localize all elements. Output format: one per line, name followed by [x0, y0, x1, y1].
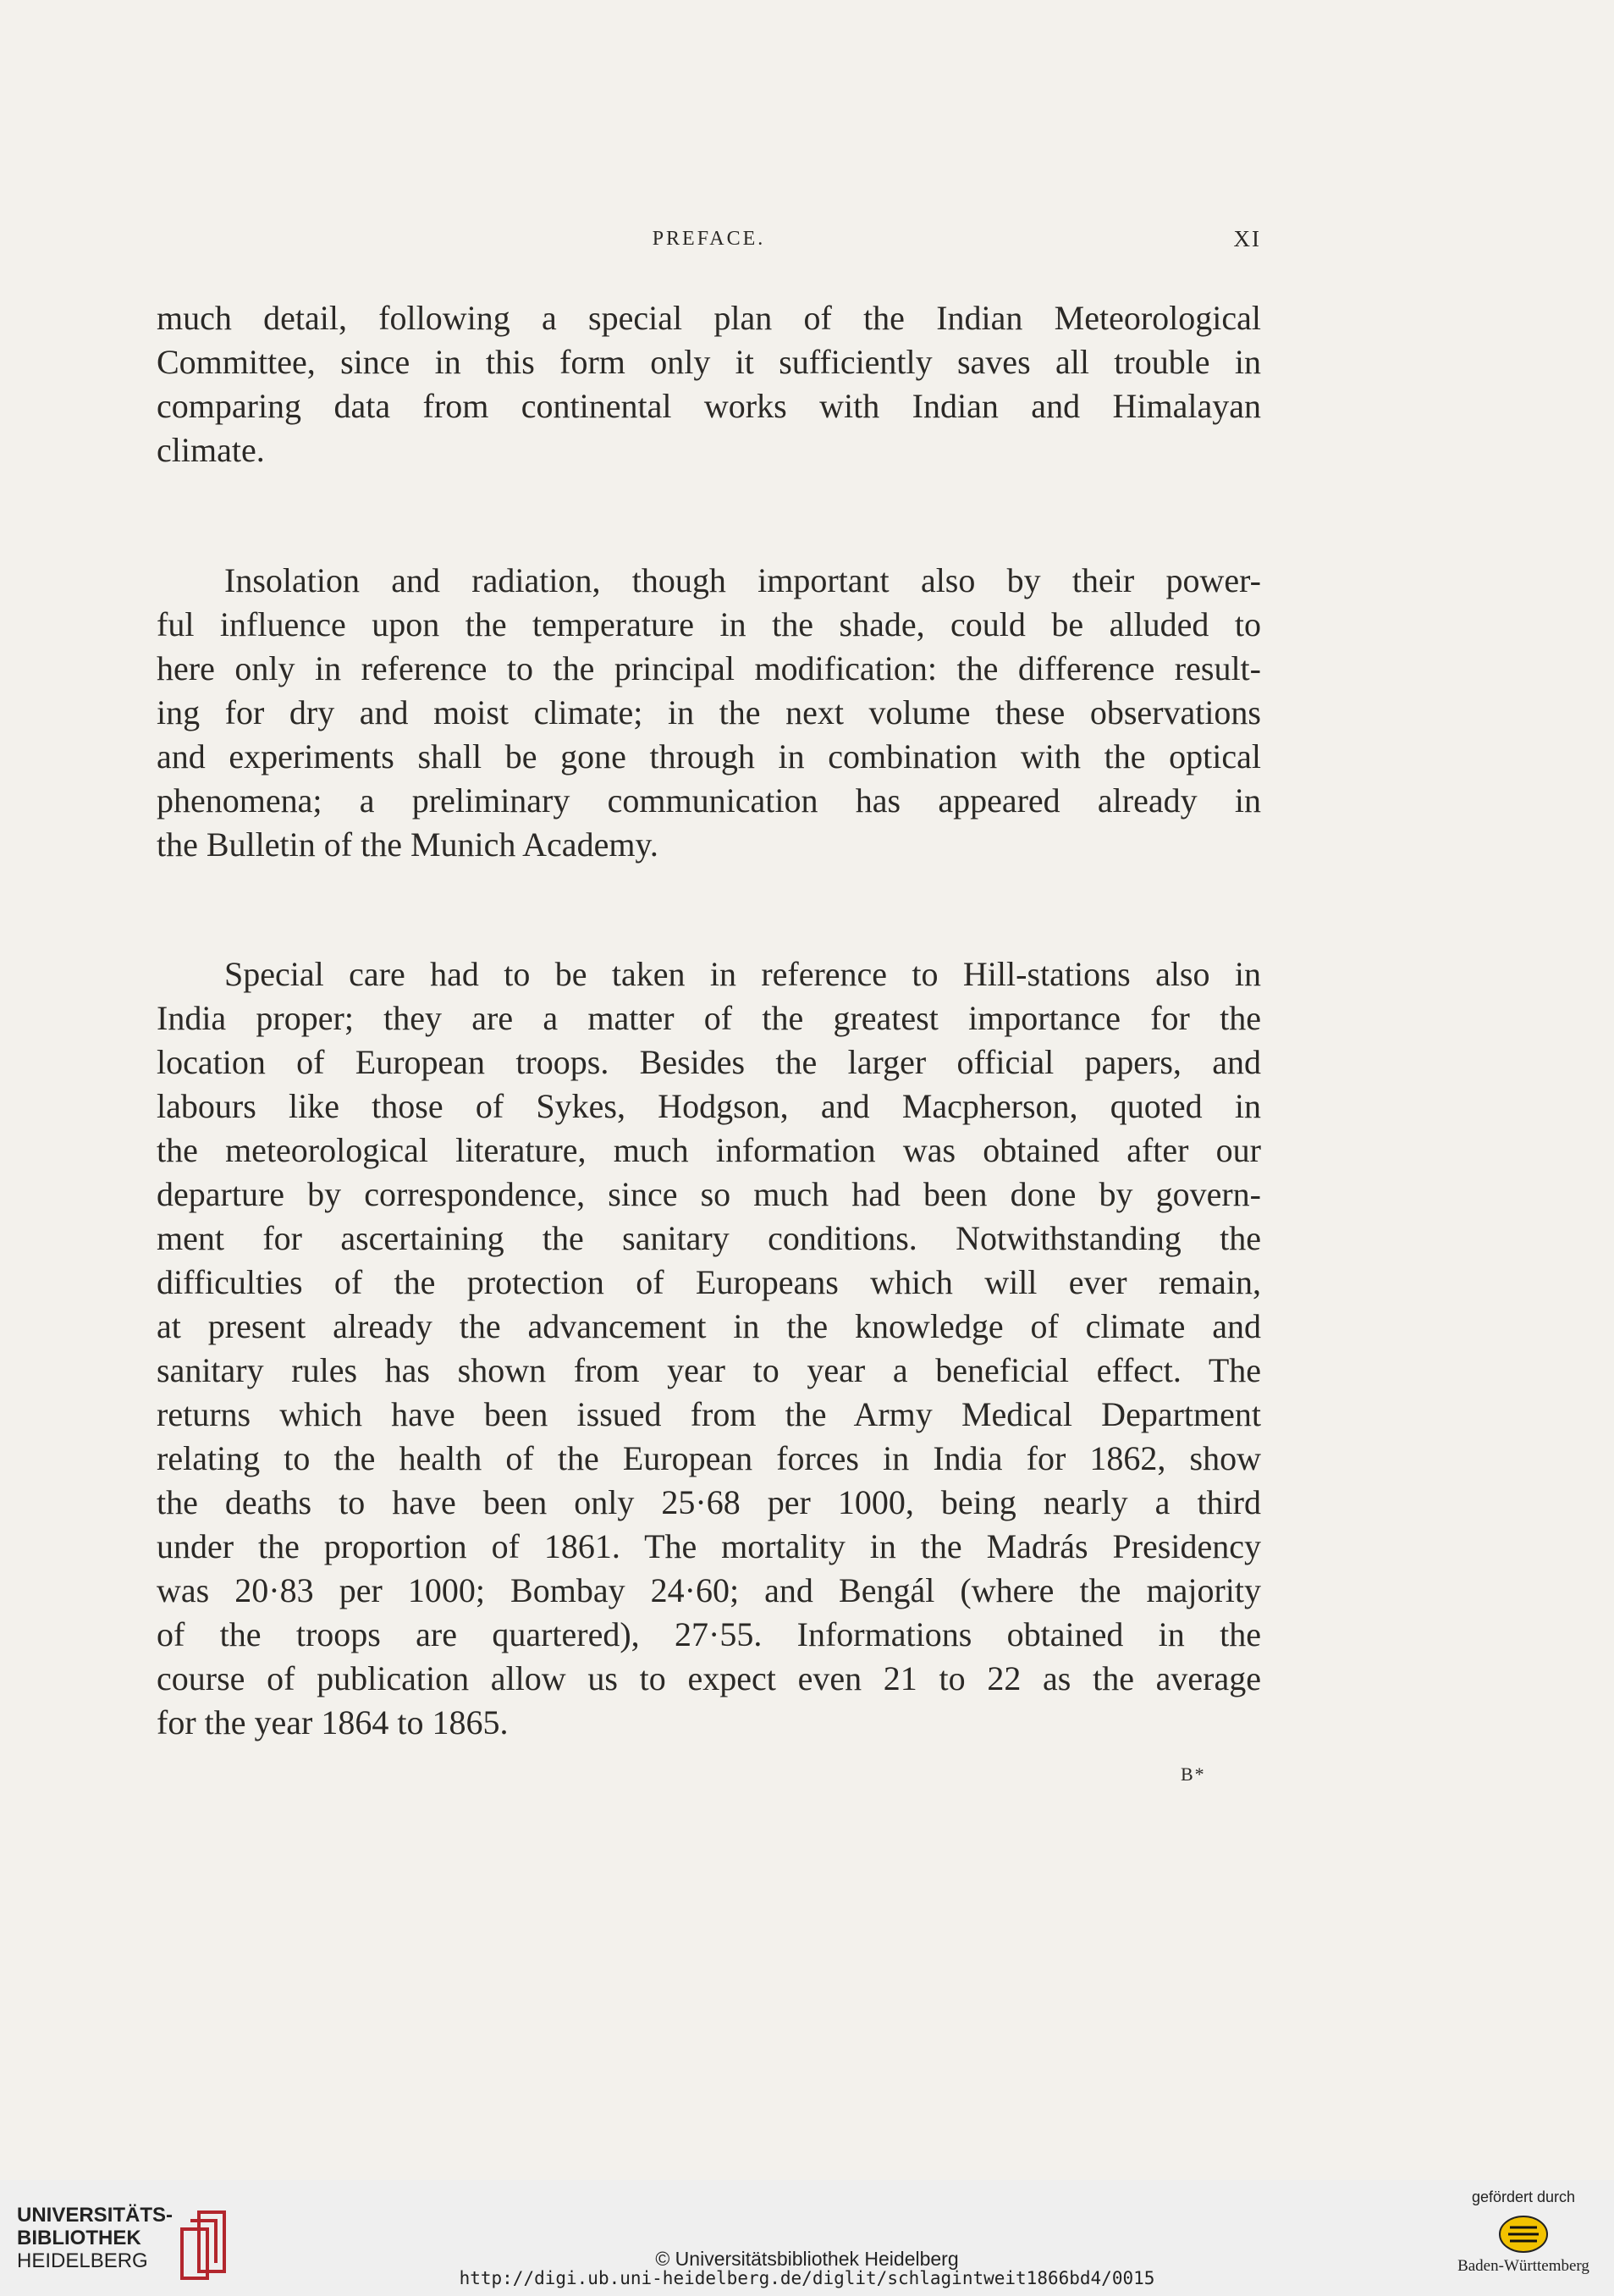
text-line: at present already the advancement in the knowledge of climate and [157, 1307, 1261, 1345]
running-head-title: PREFACE. [652, 228, 766, 250]
text-line: location of European troops. Besides the larger official papers, and [157, 1043, 1261, 1081]
running-head [157, 224, 1261, 258]
text-line: the Bulletin of the Munich Academy. [157, 825, 658, 864]
copyright-text: © Universitätsbibliothek Heidelberg [655, 2248, 959, 2270]
signature-mark: B* [1181, 1763, 1206, 1785]
text-line: India proper; they are a matter of the greatest importance for the [157, 999, 1261, 1037]
text-line: phenomena; a preliminary communication has appeared already in [157, 781, 1261, 820]
sponsor-label: gefördert durch [1471, 2188, 1576, 2205]
text-line: Special care had to be taken in reference to Hill-stations also in [224, 955, 1261, 993]
text-line: for the year 1864 to 1865. [157, 1703, 509, 1741]
text-line: ing for dry and moist climate; in the next volume these observations [157, 693, 1261, 731]
text-line: much detail, following a special plan of the Indian Meteorological [157, 299, 1261, 337]
library-name-line3: HEIDELBERG [17, 2249, 148, 2272]
text-line: the deaths to have been only 25·68 per 1000, being nearly a third [157, 1483, 1261, 1521]
text-line: ment for ascertaining the sanitary conditions. Notwithstanding the [157, 1219, 1261, 1257]
text-line: relating to the health of the European forces in India for 1862, show [157, 1439, 1261, 1477]
text-line: and experiments shall be gone through in combination with the optical [157, 737, 1261, 775]
text-line: climate. [157, 431, 265, 469]
text-line: Insolation and radiation, though important also by their power- [224, 561, 1261, 599]
text-line: Committee, since in this form only it sufficiently saves all trouble in [157, 343, 1261, 381]
text-line: here only in reference to the principal modification: the difference result- [157, 649, 1261, 687]
text-line: returns which have been issued from the Army Medical Department [157, 1395, 1261, 1433]
paragraph-2 [157, 559, 1261, 867]
text-line: comparing data from continental works with Indian and Himalayan [157, 387, 1261, 425]
text-line: departure by correspondence, since so much had been done by govern- [157, 1175, 1261, 1213]
page-number: XI [1233, 226, 1261, 251]
text-line: labours like those of Sykes, Hodgson, and Macpherson, quoted in [157, 1087, 1261, 1125]
library-name-line2: BIBLIOTHEK [17, 2227, 141, 2249]
text-line: the meteorological literature, much information was obtained after our [157, 1131, 1261, 1169]
sponsor-name: Baden-Württemberg [1457, 2257, 1589, 2275]
state-crest-icon [1498, 2215, 1549, 2254]
text-line: was 20·83 per 1000; Bombay 24·60; and Bengál (where the majority [157, 1571, 1261, 1609]
text-line: ful influence upon the temperature in the shade, could be alluded to [157, 605, 1261, 643]
permalink-url[interactable]: http://digi.ub.uni-heidelberg.de/diglit/schlagintweit1866bd4/0015 [459, 2268, 1155, 2288]
sponsor-block[interactable] [1451, 2188, 1595, 2290]
text-line: course of publication allow us to expect even 21 to 22 as the average [157, 1659, 1261, 1697]
library-name-line1: UNIVERSITÄTS- [17, 2204, 174, 2227]
text-line: sanitary rules has shown from year to year a beneficial effect. The [157, 1351, 1261, 1389]
paragraph-1 [157, 296, 1261, 472]
footer-bar [0, 2180, 1614, 2296]
text-line: under the proportion of 1861. The mortality in the Madrás Presidency [157, 1527, 1261, 1565]
text-line: of the troops are quartered), 27·55. Informations obtained in the [157, 1615, 1261, 1653]
text-line: difficulties of the protection of Europeans which will ever remain, [157, 1263, 1261, 1301]
paragraph-3 [157, 952, 1261, 1745]
